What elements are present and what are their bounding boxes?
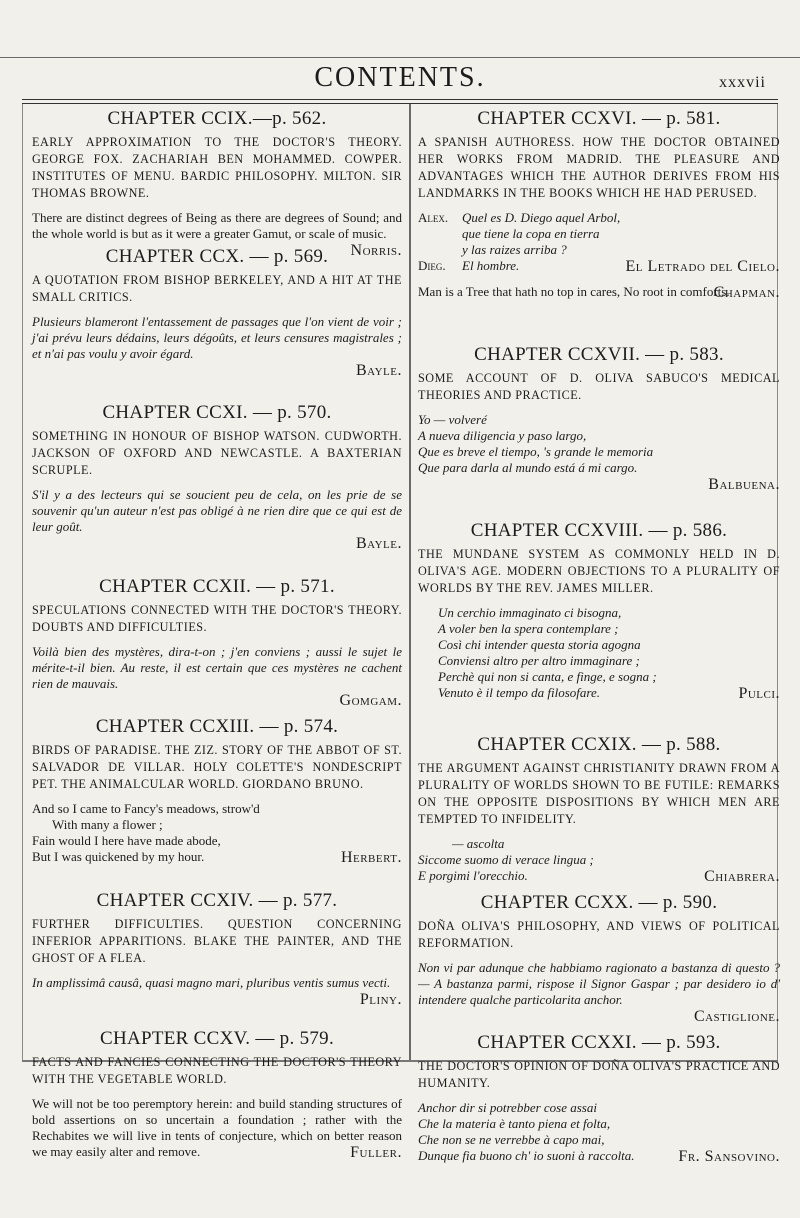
chapter-summary: THE DOCTOR'S OPINION OF DOÑA OLIVA'S PRACTICE AND HUMANITY. (418, 1059, 780, 1090)
epigraph-author: Balbuena. (708, 476, 780, 493)
chapter-heading: CHAPTER CCXIII. — p. 574. (95, 716, 339, 737)
verse-line: A nueva diligencia y paso largo, (418, 428, 587, 443)
epigraph-author: Chiabrera. (704, 868, 780, 885)
verse-line: Dunque fia buono ch' io suoni à raccolta. (418, 1148, 635, 1163)
right-column (418, 108, 780, 1166)
verse-line: Venuto è il tempo da filosofare. (438, 685, 600, 700)
chapter-entry (32, 576, 402, 716)
verse-line: Così chi intender questa storia agogna (438, 637, 641, 652)
chapter-summary: BIRDS OF PARADISE. THE ZIZ. STORY OF THE ABBOT OF ST. SALVADOR DE VILLAR. HOLY COLETTE'S NONDESCRIPT PET. THE ANIMALCULAR WORLD. GIORDANO BRUNO. (32, 743, 402, 791)
dialogue-line: Quel es D. Diego aquel Arbol, (462, 210, 621, 225)
verse-line: And so I came to Fancy's meadows, strow'd (32, 801, 260, 816)
chapter-heading: CHAPTER CCXXI. — p. 593. (477, 1032, 721, 1053)
verse-line: Que es breve el tiempo, 's grande le memoria (418, 444, 654, 459)
chapter-entry (32, 402, 402, 576)
chapter-summary: THE MUNDANE SYSTEM AS COMMONLY HELD IN D. OLIVA'S AGE. MODERN OBJECTIONS TO A PLURALITY OF WORLDS BY THE REV. JAMES MILLER. (418, 547, 780, 595)
verse-line: A voler ben la spera contemplare ; (438, 621, 619, 636)
chapter-heading: CHAPTER CCXI. — p. 570. (102, 402, 332, 423)
chapter-heading: CHAPTER CCXVII. — p. 583. (474, 344, 724, 365)
epigraph-author: Pulci. (738, 685, 780, 702)
top-edge-line (0, 57, 800, 58)
verse-line: Fain would I here have made abode, (32, 833, 221, 848)
verse-line: Anchor dir si potrebber cose assai (418, 1100, 597, 1115)
epigraph-verse (418, 412, 780, 476)
chapter-heading: CHAPTER CCXII. — p. 571. (99, 576, 335, 597)
verse-line: Che non se ne verrebbe à capo mai, (418, 1132, 605, 1147)
chapter-heading: CHAPTER CCXVIII. — p. 586. (470, 520, 728, 541)
epigraph: Man is a Tree that hath no top in cares, No root in comforts. (418, 284, 730, 299)
chapter-entry (32, 246, 402, 402)
chapter-heading: CHAPTER CCXVI. — p. 581. (477, 108, 721, 129)
chapter-heading: CHAPTER CCX. — p. 569. (105, 246, 329, 267)
chapter-heading: CHAPTER CCXIX. — p. 588. (477, 734, 721, 755)
epigraph: In amplissimâ causâ, quasi magno mari, pluribus ventis sumus vecti. (32, 975, 391, 990)
chapter-heading: CHAPTER CCXX. — p. 590. (480, 892, 718, 913)
verse-line: Un cerchio immaginato ci bisogna, (438, 605, 622, 620)
dialogue-line: y las raizes arriba ? (462, 242, 567, 257)
chapter-entry (418, 344, 780, 520)
page-title: CONTENTS. (314, 62, 486, 93)
epigraph: We will not be too peremptory herein: and build standing structures of bold assertions on so uncertain a foundation ; rather with the Rechabites we will live in tents of conjecture, which on better reason we may easily alter and remove. (32, 1096, 402, 1159)
verse-line: Que para darla al mundo está á mi cargo. (418, 460, 638, 475)
verse-line: — ascolta (452, 836, 505, 851)
chapter-summary: A QUOTATION FROM BISHOP BERKELEY, AND A HIT AT THE SMALL CRITICS. (32, 273, 402, 304)
page-number: xxxvii (719, 74, 766, 91)
dialogue-line: El hombre. (462, 258, 520, 273)
speaker-label: Alex. (418, 210, 449, 225)
epigraph-author: El Letrado del Cielo. (625, 258, 780, 275)
chapter-summary: FACTS AND FANCIES CONNECTING THE DOCTOR'S THEORY WITH THE VEGETABLE WORLD. (32, 1055, 402, 1086)
verse-line: Yo — volveré (418, 412, 487, 427)
verse-line: Che la materia è tanto piena et folta, (418, 1116, 611, 1131)
chapter-heading: CHAPTER CCXV. — p. 579. (99, 1028, 335, 1049)
epigraph: Voilà bien des mystères, dira-t-on ; j'en conviens ; aussi le sujet le mérite-t-il bien. Au reste, il est certain que ces mystères ne cachent rien de mauvais. (32, 644, 402, 691)
chapter-summary: A SPANISH AUTHORESS. HOW THE DOCTOR OBTAINED HER WORKS FROM MADRID. THE PLEASURE AND ADVANTAGES WHICH THE AUTHOR DERIVES FROM HIS LANDMARKS IN THE BOOKS WHICH HE HAD PERUSED. (418, 135, 780, 200)
chapter-summary: DOÑA OLIVA'S PHILOSOPHY, AND VIEWS OF POLITICAL REFORMATION. (418, 919, 780, 950)
epigraph-author: Castiglione. (693, 1008, 780, 1025)
epigraph-author: Gomgam. (339, 692, 402, 709)
epigraph: There are distinct degrees of Being as there are degrees of Sound; and the whole world is but as it were a greater Gamut, or scale of music. (32, 210, 402, 241)
verse-line: With many a flower ; (52, 817, 163, 832)
chapter-summary: SOMETHING IN HONOUR OF BISHOP WATSON. CUDWORTH. JACKSON OF OXFORD AND NEWCASTLE. A BAXTERIAN SCRUPLE. (32, 429, 402, 477)
epigraph-author: Bayle. (356, 362, 402, 379)
epigraph-author: Herbert. (340, 849, 402, 866)
chapter-entry (32, 890, 402, 1028)
column-divider (409, 104, 411, 1060)
running-header (0, 62, 800, 98)
header-double-rule (22, 99, 778, 104)
chapter-summary: SOME ACCOUNT OF D. OLIVA SABUCO'S MEDICAL THEORIES AND PRACTICE. (418, 371, 780, 402)
dialogue-line: que tiene la copa en tierra (462, 226, 600, 241)
chapter-heading: CHAPTER CCIX.—p. 562. (107, 108, 327, 129)
epigraph-author: Fuller. (350, 1144, 402, 1161)
left-border (22, 104, 23, 1060)
left-column (32, 108, 402, 1162)
chapter-summary: FURTHER DIFFICULTIES. QUESTION CONCERNING INFERIOR APPARITIONS. BLAKE THE PAINTER, AND THE GHOST OF A FLEA. (32, 917, 402, 965)
epigraph-author: Bayle. (356, 535, 402, 552)
speaker-label: Dieg. (418, 258, 446, 273)
verse-line: Siccome suomo di verace lingua ; (418, 852, 594, 867)
chapter-entry (32, 1028, 402, 1162)
chapter-summary: SPECULATIONS CONNECTED WITH THE DOCTOR'S THEORY. DOUBTS AND DIFFICULTIES. (32, 603, 402, 634)
verse-line: Perchè qui non si canta, e finge, e sogna ; (438, 669, 657, 684)
chapter-summary: EARLY APPROXIMATION TO THE DOCTOR'S THEORY. GEORGE FOX. ZACHARIAH BEN MOHAMMED. COWPER. INSTITUTES OF MENU. BARDIC PHILOSOPHY. MILTON. SIR THOMAS BROWNE. (32, 135, 402, 200)
chapter-entry (418, 520, 780, 734)
epigraph-author: Pliny. (359, 991, 402, 1008)
epigraph: S'il y a des lecteurs qui se soucient peu de cela, on les prie de se souvenir qu'un auteur n'est pas obligé à ne rien dire que ce qui est de leur goût. (32, 487, 402, 534)
verse-line: Conviensi altro per altro immaginare ; (438, 653, 640, 668)
chapter-entry (32, 716, 402, 890)
chapter-entry (418, 892, 780, 1032)
epigraph-author: Fr. Sansovino. (678, 1148, 780, 1165)
chapter-entry (418, 1032, 780, 1166)
epigraph-author: Chapman. (713, 284, 780, 301)
verse-line: E porgimi l'orecchio. (418, 868, 528, 883)
chapter-entry (418, 108, 780, 344)
chapter-entry (418, 734, 780, 892)
chapter-heading: CHAPTER CCXIV. — p. 577. (96, 890, 338, 911)
epigraph: Non vi par adunque che habbiamo ragionato a bastanza di questo ? — A bastanza parmi, rispose il Signor Gaspar ; par desidero io d' intendere qualche particolarita anchor. (418, 960, 780, 1007)
chapter-summary: THE ARGUMENT AGAINST CHRISTIANITY DRAWN FROM A PLURALITY OF WORLDS SHOWN TO BE FUTILE: REMARKS ON THE OPPOSITE DISPOSITIONS BY WHICH MEN ARE TEMPTED TO INFIDELITY. (418, 761, 780, 826)
verse-line: But I was quickened by my hour. (32, 849, 205, 864)
epigraph: Plusieurs blameront l'entassement de passages que l'on vient de voir ; j'ai prévu leurs dédains, leurs dégoûts, et leurs censures magistrales ; et n'ai pas voulu y avoir égard. (32, 314, 402, 361)
epigraph-author: Norris. (350, 242, 402, 259)
